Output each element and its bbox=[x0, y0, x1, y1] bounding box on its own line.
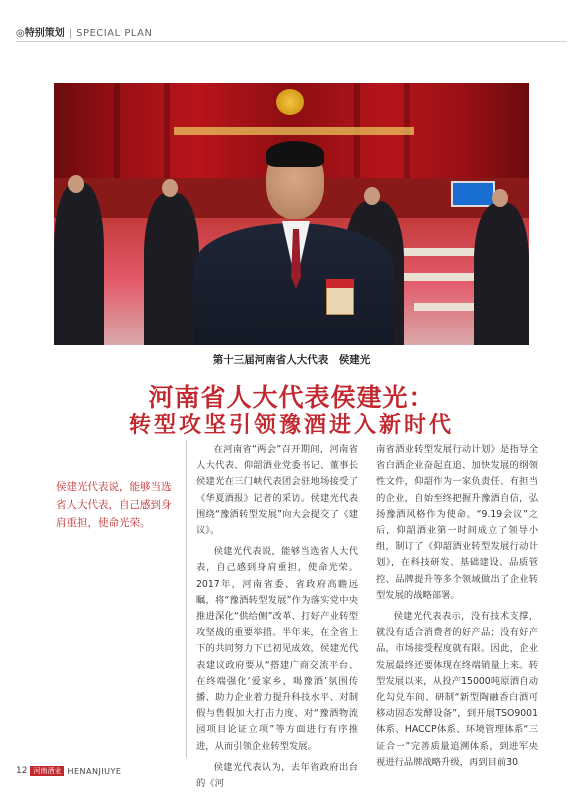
header-divider: | bbox=[68, 28, 73, 39]
pull-quote: 侯建光代表说，能够当选省人大代表，自己感到身肩重担，使命光荣。 bbox=[56, 481, 172, 529]
magazine-logo: 河南酒业 bbox=[30, 766, 64, 776]
photo-caption: 第十三届河南省人大代表 侯建光 bbox=[212, 354, 371, 366]
page-number: 12 bbox=[16, 766, 28, 776]
body-column-2 bbox=[376, 442, 538, 776]
national-emblem-icon bbox=[276, 89, 304, 115]
paragraph: 侯建光代表说，能够当选省人大代表，自己感到身肩重担，使命光荣。2017年，河南省委、省政府高瞻远瞩，将“豫酒转型发展”作为落实党中央推进深化“供给侧”改革、打好产业转型攻坚战的重要举措。半年来，在全省上下的共同努力下已初见成效，侯建光代表建议政府要从“搭建广商交流平台、在终端强化‘爱家乡，喝豫酒’氛围传播、助力企业着力提升科技水平、对制假与售假加大打击力度、对“豫酒物流园项目论证立项”等方面进行有序推进，从而引领企业转型发展。 bbox=[196, 546, 358, 752]
paragraph: 侯建光代表认为，去年省政府出台的《河 bbox=[196, 761, 358, 790]
column-divider bbox=[186, 440, 187, 758]
body-column-1 bbox=[196, 442, 358, 797]
paragraph: 侯建光代表表示，没有技术支撑，就没有适合消费者的好产品；没有好产品，市场接受程度就有限。因此，企业发展最终还要体现在终端销量上来。转型发展以来，从投产15000吨原酒自动化勾兑车间、研制“新型陶融香白酒可移动固态发酵设备”，到开展TSO9001体系、HACCP体系、环境管理体系“三证合一”完善质量追溯体系，到进军央视进行品牌战略升级，再到目前30 bbox=[376, 611, 538, 768]
section-label: ◎特别策划 bbox=[16, 28, 65, 39]
header-rule bbox=[16, 41, 567, 42]
paragraph: 南省酒业转型发展行动计划》是指导全省白酒企业奋起直追、加快发展的纲领性文件，仰韶作为一家负责任、有担当的企业，自始至终把握升豫酒自信，弘扬豫酒风格作为使命。“9.19会议”之后，仰韶酒业第一时间成立了领导小组，制订了《仰韶酒业转型发展行动计划》，在科技研发、基础建设、品质管控、品牌提升等多个领域做出了企业转型发展的战略部署。 bbox=[376, 444, 538, 601]
feature-photo bbox=[54, 83, 529, 345]
paragraph: 在河南省“两会”召开期间，河南省人大代表、仰韶酒业党委书记、董事长侯建光在三门峡代表团会驻地场接受了《华夏酒报》记者的采访。侯建光代表围绕“豫酒转型发展”向大会提交了《建议》。 bbox=[196, 444, 358, 537]
display-screen bbox=[451, 181, 495, 207]
section-header bbox=[16, 24, 152, 39]
page-footer bbox=[16, 766, 121, 776]
article-subtitle: 转型攻坚引领豫酒进入新时代 bbox=[128, 412, 454, 438]
article-title: 河南省人大代表侯建光： bbox=[148, 383, 435, 412]
section-label-en: SPECIAL PLAN bbox=[76, 28, 153, 39]
magazine-name: HENANJIUYE bbox=[67, 766, 122, 776]
